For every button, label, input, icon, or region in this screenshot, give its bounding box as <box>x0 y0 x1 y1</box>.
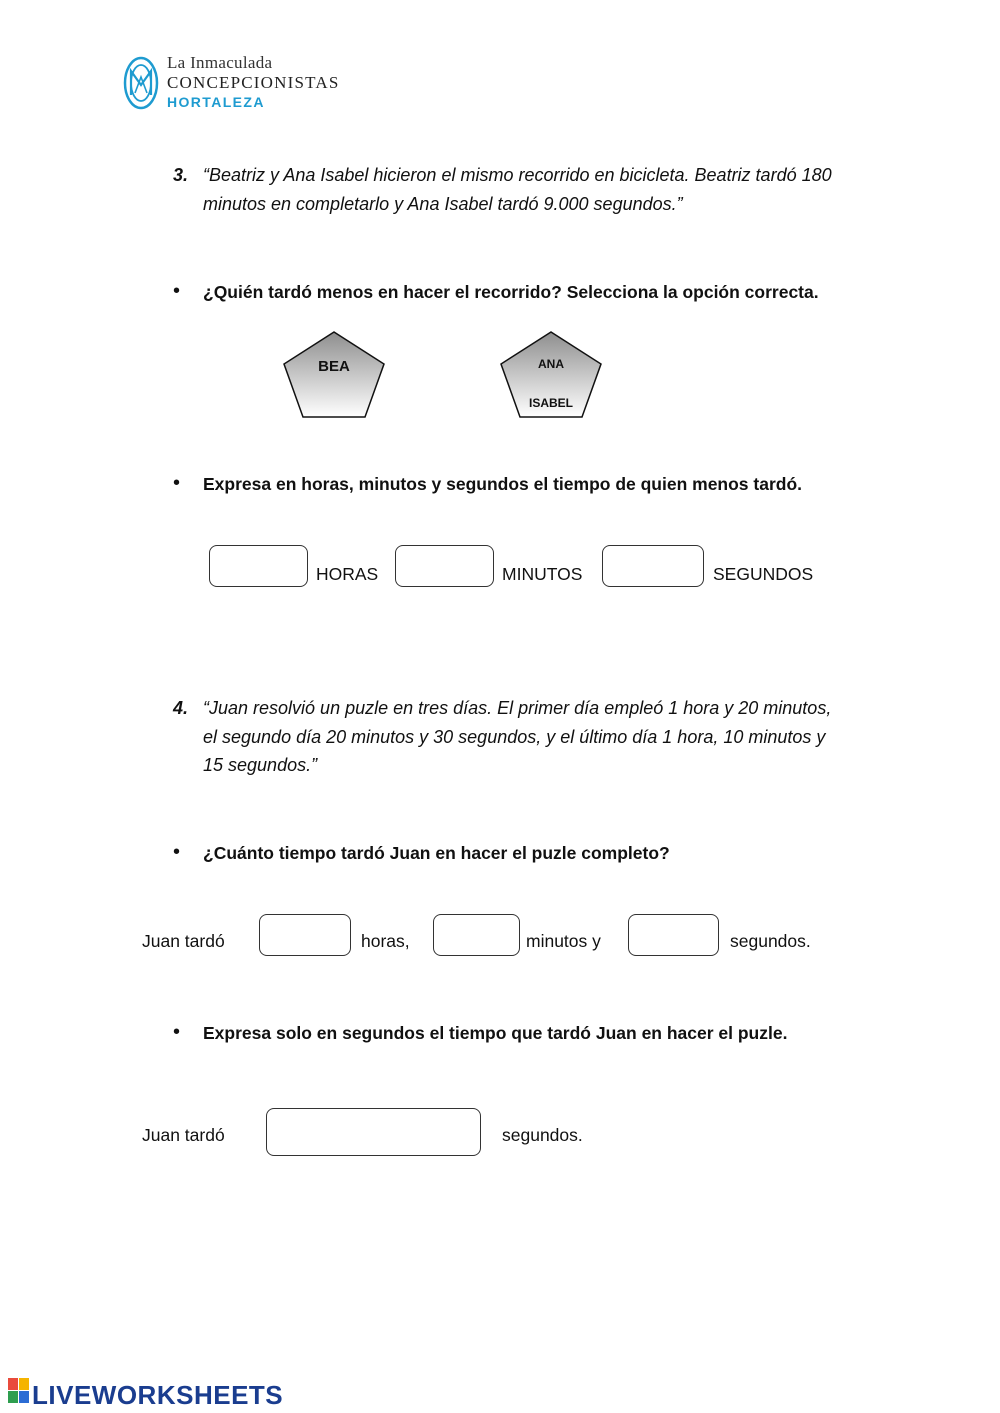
option-ana-isabel-button[interactable] <box>500 331 602 419</box>
q4-minutes-label: minutos y <box>526 931 601 951</box>
question-4-text-line3: 15 segundos.” <box>203 755 318 775</box>
question-4-number: 4. <box>173 698 189 718</box>
question-4-bullet2: Expresa solo en segundos el tiempo que tardó Juan en hacer el puzle. <box>203 1023 788 1043</box>
bullet-icon: • <box>173 472 181 494</box>
q4-hours-input[interactable] <box>259 914 351 956</box>
q3-seconds-input[interactable] <box>602 545 704 587</box>
option-ana-label-line1: ANA <box>538 357 564 371</box>
question-3-bullet2: Expresa en horas, minutos y segundos el tiempo de quien menos tardó. <box>203 474 803 494</box>
question-3-text-line1: “Beatriz y Ana Isabel hicieron el mismo recorrido en bicicleta. Beatriz tardó 180 <box>203 165 832 185</box>
liveworksheets-logo-icon <box>8 1378 30 1409</box>
juan-tardo-label: Juan tardó <box>142 931 225 951</box>
option-bea-label: BEA <box>318 358 350 375</box>
question-3-text-line2: minutos en completarlo y Ana Isabel tardó 9.000 segundos.” <box>203 194 683 214</box>
q4-minutes-input[interactable] <box>433 914 520 956</box>
q4-seconds-label: segundos. <box>730 931 811 951</box>
bullet-icon: • <box>173 841 181 863</box>
school-logo-icon <box>122 55 160 111</box>
question-3-number: 3. <box>173 165 189 185</box>
option-ana-label-line2: ISABEL <box>528 396 573 410</box>
question-4-text-line1: “Juan resolvió un puzle en tres días. El primer día empleó 1 hora y 20 minutos, <box>203 698 832 718</box>
q3-minutes-label: MINUTOS <box>502 564 583 584</box>
question-3-bullet1: ¿Quién tardó menos en hacer el recorrido? Selecciona la opción correcta. <box>203 282 819 302</box>
q3-hours-label: HORAS <box>316 564 379 584</box>
q4-hours-label: horas, <box>361 931 410 951</box>
bullet-icon: • <box>173 280 181 302</box>
q3-hours-input[interactable] <box>209 545 308 587</box>
footer-brand: LIVEWORKSHEETS <box>32 1380 284 1410</box>
question-4-bullet1: ¿Cuánto tiempo tardó Juan en hacer el puzle completo? <box>203 843 670 863</box>
question-4-text-line2: el segundo día 20 minutos y 30 segundos, y el último día 1 hora, 10 minutos y <box>203 727 826 747</box>
option-bea-button[interactable] <box>283 331 385 419</box>
logo-line3: HORTALEZA <box>167 94 265 110</box>
q4-total-seconds-label: segundos. <box>502 1125 583 1145</box>
q3-seconds-label: SEGUNDOS <box>713 564 814 584</box>
q3-minutes-input[interactable] <box>395 545 494 587</box>
logo-line2: CONCEPCIONISTAS <box>167 73 340 92</box>
q4-seconds-input[interactable] <box>628 914 719 956</box>
juan-tardo-label-2: Juan tardó <box>142 1125 225 1145</box>
logo-line1: La Inmaculada <box>167 53 273 72</box>
q4-total-seconds-input[interactable] <box>266 1108 481 1156</box>
bullet-icon: • <box>173 1021 181 1043</box>
